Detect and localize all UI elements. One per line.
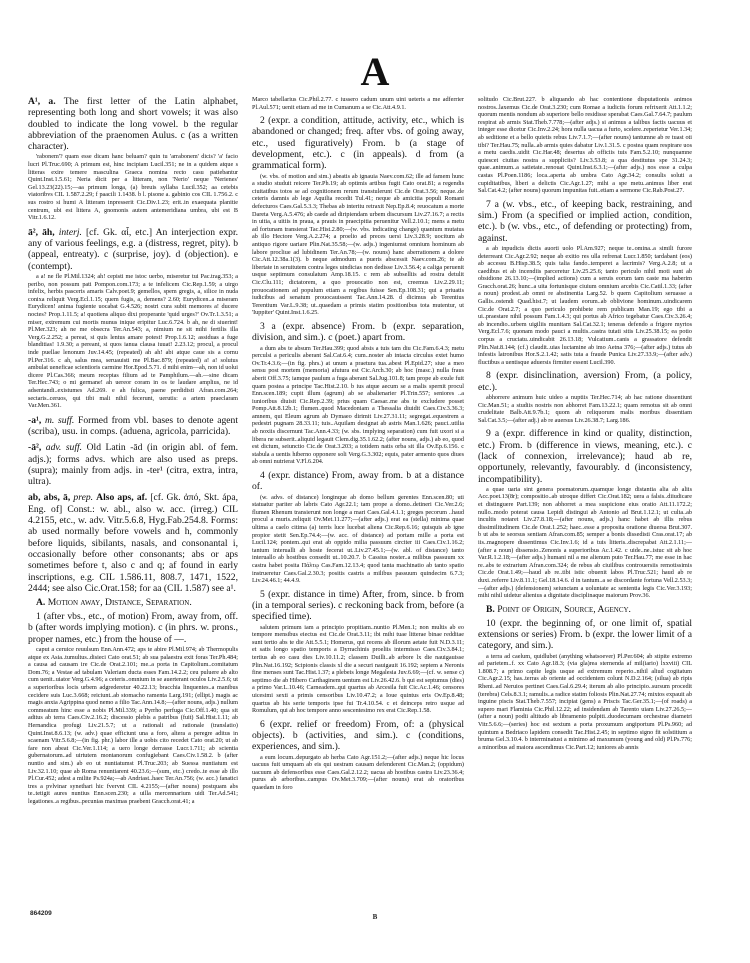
part-of-speech: m. suff.	[45, 414, 75, 426]
variant-forms: Also aps, af.	[96, 492, 148, 504]
part-of-speech: interj.	[58, 226, 82, 238]
entry-a2	[28, 227, 238, 272]
entry-a-suffix-m	[28, 415, 238, 438]
definition: Formed from vbl. bases to denote agent (scriba), usu. in comps. (aduena, agricola, parricida).	[28, 414, 238, 437]
headword: ā², āh,	[28, 226, 55, 238]
section-letter: B.	[486, 603, 495, 615]
sense-10: 10 (expr. the beginning of, or one limit of, spatial extensions or series) From. b (expr. the lower limit of a category, and sim.).	[478, 617, 692, 652]
sense-9: 9 a (expr. difference in kind or quality, distinction, etc.) From. b (difference in views, meaning, etc.). c (lack of connexion, irrelevance); haud ab re, opportunely, relevantly, favourably. d (inconsistency, incompatibility).	[478, 428, 692, 485]
printer-signature: 864209	[30, 910, 52, 917]
part-of-speech: prep.	[73, 492, 94, 504]
part-of-speech: adv. suff.	[45, 442, 83, 454]
citations: a quae uaria sint genera poematorum..quamque longe distantia alia ab aliis Acc.poet.13(8r); compositio..ab utroque differt Cic.Orat.182; uera a falsis..diiudicare et distinguere Part.139; non abhorret a mea suspicione eius oratio Att.11.172.2; nullo..modo poterat causa Lepidi distingui ab Antonio ad Brut.1.12.1; ut culta..ab incultis notaret Liv.27.8.18;—(after nouns, adjs.) hanc habet ab illis rebus dissimilitudinem Cic.de Orat.1.252; haec..esse a proposita oratione diuersa Brut.307. b ut abs te seorsus sentiam Afran.com.85; semper a bonis dissedisti Cras.orat.17; ab iis..magnopere dissentimus Cic.Inv.1.6; id a tuis litteris..discrepabat Att.2.1.11;—(after a noun) dissensio..Zenonis a superioribus Ac.1.42. c uide..ne..istuc sit ab hoc Var.R.1.2.18;—(after adjs.) humani nil a me alienum puto Ter.Hau.77; me esse in hac re..abs te extrarium Afran.com.324; de rebus ab ciuilibus controuersiis remotissimis Cic.de Orat.1.49;—haud ab re..tibi istic obuenit labos Pl.Truc.521; haud ab re duxi..referre Liv.8.11.1; Gel.18.14.6. d in tantum..a se discordante fortuna Vell.2.53.3;—(after adjs.) (defensionem) seiunctam a uoluntate ac sententia legis Cic.Ver.3.193; mihi nihil uidetur alienius a dignitate disciplinaque maiorum Prov.36.	[478, 485, 692, 600]
section-heading-a	[28, 597, 238, 609]
sense-8: 8 (expr. disinclination, aversion) From, (a policy, etc.).	[478, 370, 692, 393]
citations: (w. advs. of distance) longinque ab domo bellum gerentes Enn.scen.80; uti statuatur pariter ab labris Cato Agr.22.1; tam prope a domo..detineri Cic.Ver.2.6; flumen Rhenum transierunt non longe a mari Caes.Gal.4.1.1; greges pecorum ..haud procul a muris..reliquit Ov.Met.11.277;—(after adjs.) erat ea (stella) minima quae ultima a caelo citima (a) terris luce lucebat aliena Cic.Rep.6.16; quisquis ab igne propior stetit Sen.Ep.74.4;—(w. acc. of distance) ad portam mille a porta est Lucil.124; pontem..qui erat ab oppido milia passuum circiter iii Caes.Civ.1.16.2; tantum interualli ab hoste fecerat ut..Liv.27.45.1;—(w. abl. of distance) tanto interuallo ab hostibus consedit ut..10.20.7. b Cassius noster..a milibus passuum xx castra habet posita Πάλτῳ Cas.Fam.12.13.4; quod tanta machinatio ab tanto spatio instrueretur Caes.Gal.2.30.3; positis castris a milibus passuum quindecim 6.7.3; Liv.24.46.1; 44.4.9.	[252, 493, 464, 585]
section-letter-heading: A	[360, 49, 390, 94]
entry-a1	[28, 96, 238, 152]
sense-5: 5 (expr. distance in time) After, from, since. b from (in a temporal series). c reckoning back from, before (a specified time).	[252, 588, 464, 623]
sense-4: 4 (expr. distance) From, away from. b at a distance of.	[252, 470, 464, 493]
sense-6: 6 (expr. relief or freedom) From, of: a (physical objects). b (activities, and sim.). c (conditions, experiences, and sim.).	[252, 718, 464, 753]
citations-continued: Marco tabellarius Cic.Phil.2.77. c iussero cadum unum uini ueteris a me adferrier Pl.Aul.571; uenit etiam ad me in Cumanum a se Cic.Att.4.9.1.	[252, 96, 464, 111]
citations: a a! ne fle Pl.Mil.1324; ah! cepisti me istoc uerbo, miseretur tui Pac.trag.353; a peribo, non possum pati Pompon.com.173; a te infelicem Cic.Rep.1.59; a uirgo infelix, herbis pasceris amaris Calv.poet.9; gemellos, spem gregis, a, silice in nuda conixa reliquit Verg.Ecl.1.15; quem fugis, a, demens? 2.60; Eurydicen..a miseram Eurydicen! anima fugiente uocabat G.4.526; nostri cura subit memores a! ducere noctes? Prop.1.11.5; a! quotiens aliquo dixi properante 'quid urges?' Ov.Tr.1.3.51; a miser, extremum cui mortis munus inique eripitur Luc.6.724. b ah, ne di siuerint! Pl.Mer.323; ah ne me obsecra Ter.An.543; a, nimium ne sit mihi fertilis illa Verg.G.2.252; a pereat, si quis lentus amare potest! Prop.1.6.12; assiduas a fuge blanditias! 1.9.30; a pereant, si quos ianua clausa iuuat! 2.23.12; procul, a procul inde puellae lenonum Juv.14.45; (repeated) ah ah! abi atque caue sis a cornu Pl.Per.316. c ah, salus mea, seruauisti me Pl.Bac.879; (repeated) a! a! solutus ambulat ueneficae scientioris carmine Hor.Epod.5.71. d mihi enim—ah, non id uolui dicere Pl.Cas.366; meum receptas filium ad te Pamphilum.—ah.—sine dicam Ter.Hec.743; o mi germane! ah uereor coram in os te laudare amplius, ne id adsentandi..existumes Ad.269. e ah fulica, paene perdidisti Afran.com.264; sectaris..ceruos, qui tibi mali nihil fecerunt, uerutis: a artem praeclaram Var.Men.361.	[28, 273, 238, 410]
definition: [cf. Gk. ἀπό, Skt. ápa, Eng. of] Const.: w. abl., also w. acc. (irreg.) CIL 4.2155, etc., w. adv. Vitr.5.6.8, Hyg.Fab.254.8. Forms: ab used normally before vowels and h, commonly before liquids, sibilants, nasals, and consonantal i, occasionally before other consonants; abs or aps sometimes before t, also c and q; af found in early inscriptions, e.g. CIL 1.586.11, 808.7, 1471, 1522, 2444; see also Cic.Orat.158; for aa (CIL 1.587) see a¹.	[28, 492, 238, 594]
citations: a ab inpudicis dictis auorti uolo Pl.Am.927; neque te..omina..a simili furore deterreant Cic.Agr.2.92; neque ab exitio res ulla refrenat Lucr.1.850; tardabant (eos) ab accessu B.Hisp.38.5; quis talia fando..temperet a lacrimis? Verg.A.2.8; ut a caedibus et ab incendiis parceretur Liv.25.25.6; tanto periculo nihil moti sunt ab obsidione 26.13.10;—(implied actions) cum a seruis eorum tam caste ma haberim Gracch.orat.26; hunc..a uita fortunisque ciuium omnium arcebis Cic.Catil.1.33; (after a noun) prodest..ab omni re abstinentia Larg.52. b quem Capitolium seruasse a Gallis..ostendi Quad.hist.7; ut laudem eorum..ab oblivione hominum..uindicarem Cic.de Orat.2.7; a quo periculo prohibete rem publicam Man.19; ego tibi a ui..praestare nihil possum Fam.1.4.3; qui portus ab Africo tegebatur Caes.Civ.3.26.4; ab incendio..urbem uigiliis munitam Sal.Cat.32.1; teneras defendo a frigore myrtos Verg.Ecl.7.6; quonam modo pauci a multis..castra tutati sitis Liv.25.38.15; ea potio corpus a cruciatu..uindicabit 26.13.18; Vulcatium..canis a grassatore defendit Plin.Nat.8.144; (cf.) claudit..uias luctamine ab imo Aetna 376;—(after adjs.) tutus ab infestis latronibus Hor.S.2.1.42; satis tuta a fraude Punica Liv.27.33.9;—(after adv.) fluctibus a uentisque aduersis firmiter essent Lucil.390.	[478, 244, 692, 366]
section-title: Motion away, Distance, Separation.	[47, 597, 192, 609]
definition: Old Latin -ād (in origin abl. of fem. adjs.); forms advs. which are also used as preps. (supra); mainly from adjs. in -ter¹ (citra, extra, intra, ultra).	[28, 442, 238, 488]
citations: salutem primum iam a principio propitiam..nuntio Pl.Men.1; non multis ab eo tempore mensibus eiectus est Cic.de Orat.3.11; ibi mihi tuae litterae binae redditae sunt tertio abs te die Att.5.5.1; Homerus, qui recens ab illorum aetate fuit N.D.3.11; et satis longo spatio temporis a Dyrrachinis proeliis intermisso Caes.Civ.3.84.1; tertius ab eo casu dies Liv.10.11.2; classem Duilli..ab arbore lx die nauigauisse Plin.Nat.16.192; Scipionis classis xl die a securi nauigauit 16.192; septem a Neronis fine menses sunt Tac.Hist.1.37; a plebeis longe Megalesia Juv.6.69;—(cf. w. sense c) septimo die ab Hibero Carthaginem uentum est Liv.26.42.6. b qui est septumus (dies) a primo Var.L.10.46; Carneadem..qui quartus ab Arcesila fuit Cic.Ac.1.46; censores uicesimi sexti a primis censoribus Liv.10.47.2; a Ioue quintus eris Ov.Ep.8.48; quartus ab his serie temporis ipse fui Tr.4.10.54. c et deinceps retro usque ad Romulum, qui ab hoc tempore anno sescentesimo rex erat Cic.Rep.1.58.	[252, 623, 464, 715]
citations: 'rabonem'? quam esse dicam hanc beluam? quin tu 'arrabonem' dicis? 'a' facio lucri Pl.Truc.690; A primum est, hinc incipiam Lucil.351; ne in a quidem atque s litteras exire temere masculina Graeca nomina recto casu patiebantur Quint.Inst.1.5.61; Neria dicit per a litteram, non 'Nerio' neque 'Nerienes' Gel.13.23(22).15;—aa primum longa, (a) breuis syllaba Lucil.352; aa cetebis viatoribvs CIL 1.587.2.29; f paacili 1.1438. b l. pisone a. gabinio cos CIL 1.756.2. c sus rostro si humi A litteram inpresserit Cic.Div.1.23; erit..in exaequata planitie centrum, ubi est littera A, gnomonis autem antemeridiana umbra, ubi est B Vitr.1.6.12.	[28, 153, 238, 222]
citations: abhorrere animum huic uideo a nuptiis Ter.Hec.714; ab hac ratione dissentiunt Cic.Man.51; a studiis nostris non abhorret Fam.13.22.1; quam remotus sit ab omni crudelitate Balb.Att.9.7b.1; quom ab reliquorum malis moribus dissentiam Sal.Cat.3.5;—(after adj.) ab re auersus Liv.26.38.7; Larg.186.	[478, 394, 692, 424]
column-1	[28, 96, 238, 886]
sense-3: 3 a (expr. absence) From. b (expr. separation, division, and sim.). c (poet.) apart from.	[252, 320, 464, 344]
column-2	[252, 96, 464, 886]
definition: [cf. Gk. αἶ, etc.] An interjection expr. any of various feelings, e.g. a (distress, regret, pity). b (appeal, entreaty). c (surprise, joy). d (objection). e (contempt).	[28, 226, 238, 272]
headword: -ā²,	[28, 442, 42, 454]
citations: a terra ad caelum, quidlubet (anything whatsoever) Pl.Per.604; ab stipite extremo ad parietem..f. xx Cato Agr.18.3; (via gla)rea sternenda af mil(iario) lxxviii) CIL 1.808.7; a primo capite legis usque ad extremum reperio..nihil aliud cogitatum Cic.Agr.2.15; has..terras ab oriente ad occidentem colunt N.D.2.164; (silua) ab ripis Rheni..ad Neruios pertinet Caes.Gal.6.29.4; iterum ab alio principio..sursum procedit (terebra) Cels.8.3.1; ramulis..a radice statim foliosis Plin.Nat.27.74; mixtos expauit ab inguine piscis Stat.Theb.7.557; incipiat (gens) a Priscis Tac.Ger.35.1;—(of roads) a supero mari Flaminia Cic.Phil.12.22; ad insidendam ab Tarento uiam Liv.27.26.5;—(after a noun) podii altitudo ab libramento pulpiti..duodecumam orchestrae diametri Vitr.5.6.6;—(series) hoc est sextum a porta proxumum angiportum Pl.Ps.960; ad quintum a Bedriaco lapidem consedit Tac.Hist.2.45; in septimo signo fit solstitium a bruma Gel.3.10.4. b interminatust a minimo ad maxumum (young and old) Pl.Ps.776; a minoribus ad maiora ascendimus Cic.Part.12; iuniores ab annis	[478, 652, 692, 751]
citations: (w. vbs. of motion and sim.) abeatis ab ignauia Naev.com.62; ille ad famem hunc a studio studuit reicere Ter.Ph.19; ab optimis artibus fugit Cato orat.81; a regendis ciuitatibus totos se ad cognitionem rerum transtulerunt Cic.de Orat.3.56; neque..de ceteris damnis ab lege Aquilia recedit Tul.41; neque ab amicitia populi Romani defecturos Caes.Gal.5.3.3; Thebas ab interitu retraxit Nep.Ep.8.4; reuocatum a morte Dareta Verg.A.5.476; ab caede ad diripiendam urbem discursum Liv.27.16.7; a rectis in uitia, a uitiis in praua, a prauis in praecipitia peruenitur Vell.2.10.1; mens a metu ad fortunam transierat Tac.Hist.2.80;—(w. vbs. indicating change) quantum mutatus ab illo Hectore Verg.A.2.274; a proelio ad preces uersi Liv.3.28.9; uocitum ab antiquo rigore uariare Plin.Nat.35.58;—(w. adjs.) ingeniumst omnium hominum ab labore procliue ad lubidinem Ter.An.78;—(w. nouns) hanc aberrationem a dolore Cic.Att.12.38a.1(3). b neque admodum a pueris abscessit Naev.com.26; te ab libertate in seruitutem contra leges uindicias non dedisse Liv.3.56.4; a caliga peruenit usque septimum consulatum Amp.18.15. c rem ab subselliis ad rostra detulit Cic.Clu.111; dictatorem, a quo prouocatio non est, creemus Liv.2.29.11; prouocationem ad populum etiam a regibus fuisse Sen.Ep.108.31; qui a priuatis iudicibus ad senatum prouocauissent Tac.Ann.14.28. d dicimus ab Terentius Terentium Var.L.9.38; ut..quaedam a primis statim positionibus tota mutentur, ut 'Iuppiter' Quint.Inst.1.6.25.	[252, 172, 464, 317]
citations: caput a ceruice reuulsum Enn.Ann.472; aps te abire Pl.Mil.974; ab Thermopulis atque ex Asia..tumultus..disieci Cato orat.51; ab sua palaestra exit foras Ter.Ph.484; a causa ad causam ire Cic.de Orat.2.101; me..a porta in Capitolium..comitatum Dom.76; a Vestae ad tabulam Valeriam ducta esses Fam.14.2.2; ceu puluere ab alto cum uenit..uiator Verg.G.4.96; a ceteris..omnium in se auerterant oculos Liv.2.5.6; ut a superioribus locis urbem adgrederetur 40.22.13; bracchia linquentes..a manibus cecidere suis Luc.3.668; reiciunt..ab stomacho ramenta Larg.191; (ellipt.) magis ac magis anxia Agrippina quod nemo a filio Tac.Ann.14.8;—(after nouns, adjs.) nullum commeatum hinc esse a nobis Pl.Mil.339; a Pyrrho perfuga Cic.Off.1.40; qua sit aditus ab terra Caes.Civ.2.16.2; discessio plebis a patribus (fuit) Sal.Hist.1.11; ab Hernandica profugi Liv.21.5.7; ut a rationali ad rationale (translatio) Quint.Inst.8.6.13; (w. adv.) quae efficiunt una a foro, altera a peregre aditus in scaenam Vitr.5.6.8;—(in fig. phr.) labor ille a uobis cito recedet Cato orat.20; ut ab fare non abeat Cic.Ver.1.114; a uero longe derrasse Lucr.1.711; ab scientia gubernatorum..ad uirtutem montanorum confugiebant Caes.Civ.1.58.2. b (after nuntio and sim.) ab eo ut nuntiatumst Pl.Truc.203; ab Suessa nuntiatum est Liv.32.1.10; quae ab Roma renuntiarent 40.23.6;—(sum, etc.) credo..te esse ab illo Pl.Cur.452; adest a milite Ps.924a;—ab Andriast..haec Ter.An.756; (w. acc.) fanatici tres a pvlvinar synethari hic fvervnt CIL 4.2155;—(after nouns) postquam abs te..tetigit aures nuntius Enn.scen.230; a uilla mercennarium uidi Ter.Ad.541; legationes..a regibus..pecunias maximas praebent Gracch.orat.41; a	[28, 646, 238, 805]
sense-7: 7 a (w. vbs., etc., of keeping back, restraining, and sim.) From (a specified or implied action, condition, etc.). b (w. vbs., etc., of defending or protecting) from, against.	[478, 198, 692, 244]
column-3	[478, 96, 692, 886]
section-heading-b	[478, 604, 692, 616]
gathering-mark: B	[372, 913, 378, 921]
entry-ab	[28, 492, 238, 594]
sense-2: 2 (expr. a condition, attitude, activity, etc., which is abandoned or changed; freq. after vbs. of going away, etc., used figuratively) From. b (a stage of development, etc.). c (in appeals). d from (a grammatical form).	[252, 115, 464, 172]
headword: A¹, a.	[28, 96, 56, 107]
section-letter: A.	[36, 597, 46, 609]
definition: The first letter of the Latin alphabet, representing both long and short vowels; it was also doubled to indicate the long vowel. b the regular abbreviation of the praenomen Aulus. c (as a written character).	[28, 96, 238, 153]
headword: ab, abs, ā,	[28, 492, 71, 504]
section-title: Point of Origin, Source, Agency.	[497, 603, 631, 615]
citations: a dum abs te absum Ter.Hau.399; quod absis a tuis tam diu Cic.Fam.6.4.3; metu perculsi a periculis aberant Sal.Cat.6.4; cum..noster ab intacta circulus extet humo Ov.Tr.4.3.6;—(in fig. phrs.) at unum a praetura tua..abest Pl.Epid.27; siue a meo sensu post mortem (memoria) afutura est Cic.Arch.30; ab hoc (masc.) nulla fraus aberit Off.3.75; iamque paulum a fuga aberant Sal.Jug.101.8; tam prope ab exule fuit quam postea a principe Tac.Hist.2.10. b ius atque aecum se a malis spernit procul Enn.scen.189; cupit illum (agrum) ab se abalienarier Pl.Trin.557; seniores ..a iunioribus diuisit Cic.Rep.2.39; prius quam Caesar..me abs te excludere posset Pomp.Att.8.12b.1; flumen..quod Macedoniam a Thessalia diuidit Caes.Civ.3.36.3; amnem, qui Eleum agrum ab Dymaeo dirimit Liv.27.31.11; segregat..equestrem a pedestri pugnam 28.33.11; tuis..Aquilam designat ab astris Man.1.626; pauci..utilia ab noxiis discernunt Tac.Ann.4.33; (w. sbs. implying separation) cum fuit uxori si a libera ne subserit..aliquid legauit Clem.dig.35.1.62.2; (after nouns, adjs.) ab eo, quod est dictum, seiunctio Cic.de Orat.3.203; a totidem natis orba sit illa Ov.Ep.6.156. c stabula a uentis hiberno opponere soli Verg.G.3.302; equis, pater armento quos diues ab omni nutrierat V.Fl.6.204.	[252, 344, 464, 466]
sense-1: 1 (after vbs., etc., of motion) From, away from, off. b (after words implying motion). c (in phrs. w. prons., proper names, etc.) from the house of —.	[28, 611, 238, 645]
citations: a eum locum..depurgato ab herba Cato Agr.151.2;—(after adjs.) neque hic locus uacuus fuit umquam ab eis qui uestram causam defenderent Cic.Man.2; (oppidum) uacuum ab defensoribus esse Caes.Gal.2.12.2; uacua ab hostibus castra Liv.23.36.4; purus ab arboribus..campus Ov.Met.3.709;—(after nouns) erat ab oratoribus quaedam in foro	[252, 753, 464, 792]
citations-continued: solitudo Cic.Brut.227. b aliquando ab hac contentione disputationis animos nostros..laxemus Cic.de Orat.3.230; cum Romae a iudiciis forum refrixerit Att.1.1.2; quorum mentis nondum ab superiore bello residisse sperabat Caes.Gal.7.64.7; paulum respirat ab armis Stat.Theb.7.778;—(after adjs.) si animus a talibus factis uacuus et integer esse dicetur Cic.Inv.2.24; hora nulla uacua a furto, scelere..reperietur Ver.1.34; ab seditione et a bello quietis rebus Liv.7.1.7;—(after nouns) tantumne ab re tuast oti tibi? Ter.Hau.75; nulla..ab armis quies dabatur Liv.1.31.5. c postea quam respirare uos a metu caedis..uidit Cic.Har.48; desertus ab officiis tuis Fam.5.2.10; nunquamne quiescet ciuitas nostra a suppliciis? Liv.3.53.8; a qua destitutus spe 31.24.3; quae..animum..a satietate..renouat Quint.Inst.6.3.1;—(after adjs.) nos esse a culpa castas Pl.Poen.1186; loca..aperta ab umbra Cato Agr.34.2; consulis soluti a cupiditatibus, liberi a delictis Cic.Agr.1.27; mihi a spe metu..animus liber erat Sal.Cat.4.2; (after nouns) quorum impunitas fuit..etiam a sermone Cic.Rab.Post.27.	[478, 96, 692, 195]
headword: -a¹,	[28, 414, 42, 426]
entry-a-suffix-adv	[28, 442, 238, 487]
